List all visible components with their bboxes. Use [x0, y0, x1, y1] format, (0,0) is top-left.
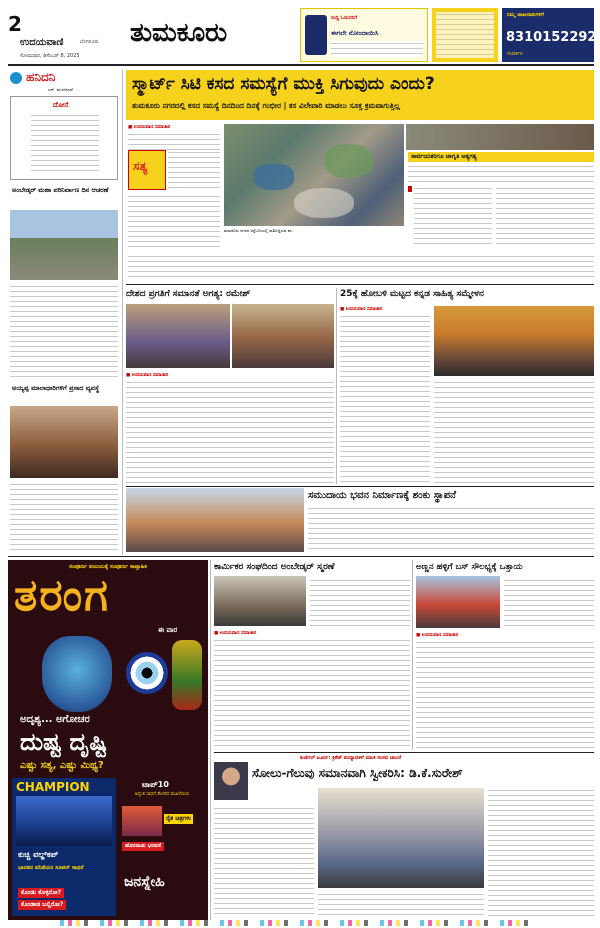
section-title: ತುಮಕೂರು [130, 18, 228, 48]
sahitya-body-2 [434, 380, 594, 484]
lead-body-col-1b [168, 150, 220, 190]
bus-headline: ಅಣ್ಣನ ಹಳ್ಳಿಗೆ ಬಸ್ ಸೌಲಭ್ಯಕ್ಕೆ ಒತ್ತಾಯ [416, 562, 523, 572]
desha-photo-2 [232, 304, 334, 368]
kunigal-kicker: ಕುಣಿಗಲ್ ಟೂರ್ನ: ಕ್ರಿಕೆಟ್ ಪಂದ್ಯಾವಳಿಗೆ ಮಾಜಿ ಸಂಸದ ಚಾಲನೆ [300, 755, 402, 761]
hanidani-byline: ಎನ್. ಮುರಳೀಧರ್ [48, 87, 74, 92]
ad-right-phone: 8310152292 [506, 30, 597, 45]
edition-label: ಬೆಂಗಳೂರು [80, 39, 99, 45]
lead-body-col-1 [128, 132, 220, 150]
evil-eye-icon [126, 652, 168, 694]
sahitya-body-1 [340, 314, 430, 484]
karmika-body [214, 638, 410, 750]
bus-photo [416, 576, 500, 628]
ad-center-line-1: ಸುದ್ದಿ ಓದುಗರಿಗೆ [331, 15, 358, 21]
top10-panel [120, 778, 204, 916]
desha-headline: ದೇಶದ ಪ್ರಗತಿಗೆ ಸಮಾನತೆ ಅಗತ್ಯ: ರಮೇಶ್ [126, 289, 251, 299]
champion-caption-2: ಭಾರತದ ವನಿತೆಯರ ಸೂಪರ್ ಸಾಧನೆ [18, 865, 84, 871]
hanidani-icon [10, 72, 22, 84]
ad-divider [210, 560, 211, 920]
ayyappa-photo [10, 406, 118, 478]
lead-subheadline: ತುಮಕೂರು ನಗರದಲ್ಲಿ ಕಸದ ಸಮಸ್ಯೆ ದಿನದಿಂದ ದಿನಕ್ಕೆ ಗಂಭೀರ | ಕಸ ವಿಲೇವಾರಿ ಮಾಡಲು ಸೂಕ್ತ ಕ್ರಮವಾಗುತ್ತಿಲ್ಲ [132, 101, 401, 110]
solu-caption [318, 892, 484, 918]
ayyappa-headline: ಅಯ್ಯಪ್ಪ ಮಾಲಾಧಾರಿಗಳಿಗೆ ಪ್ರಸಾದ ವ್ಯವಸ್ಥೆ [12, 384, 100, 392]
samudaya-body [308, 506, 594, 552]
taranga-ad [8, 560, 208, 920]
taranga-line-3: ಎಷ್ಟು ಸತ್ಯ, ಎಷ್ಟು ಮಿಥ್ಯ? [20, 760, 104, 771]
hanidani-brand: ಹನಿದನಿ [26, 70, 56, 84]
ayyappa-body [10, 482, 118, 552]
ad-center-text [331, 41, 423, 57]
ad-mid-text [436, 12, 494, 58]
ambedkar-body [10, 284, 118, 380]
taranga-weekday: ಈ ವಾರ [158, 626, 178, 634]
ambedkar-headline: ಅಂಬೇಡ್ಕರ್ ಮಹಾ ಪರಿನಿರ್ವಾಣ ದಿನ ಆಚರಣೆ [12, 186, 109, 194]
quote-text [31, 113, 99, 175]
karmika-photo [214, 576, 306, 626]
photo-bag-2 [324, 144, 374, 178]
champion-title: CHAMPION [16, 780, 90, 794]
lead-body-row [128, 254, 594, 280]
sahitya-photo [434, 306, 594, 376]
photo-bag-1 [254, 164, 294, 190]
taranga-line-1: ಅದೃಶ್ಯ... ಅಗೋಚರ [20, 714, 90, 725]
sahitya-headline: 25ಕ್ಕೆ ಹೋಬಳಿ ಮಟ್ಟದ ಕನ್ನಡ ಸಾಹಿತ್ಯ ಸಮ್ಮೇಳನ [340, 289, 484, 299]
row3-rule [8, 556, 594, 557]
masthead-ad-right [502, 8, 597, 62]
taranga-line-2: ದುಷ್ಟ ದೃಷ್ಟಿ [20, 728, 108, 756]
konu-line-1: ಕೊಂಡು ಕೊಳ್ಳಿರೋ? [18, 888, 64, 898]
ambedkar-photo [10, 210, 118, 280]
ad-phone-icon [305, 15, 327, 55]
desha-photo-1 [126, 304, 230, 368]
photo-bag-3 [294, 188, 354, 218]
bus-side-body [504, 578, 594, 628]
solu-photo-icon [214, 762, 248, 800]
champion-caption-1: ಕುಚ್ಚಿ ವಲ್ಡ್‌ಕಪ್ [18, 850, 59, 859]
sahitya-byline: ■ ಉದಯವಾಣಿ ಸಮಾಚಾರ [340, 307, 383, 312]
solu-body-2 [488, 788, 594, 918]
print-registration-marks [60, 920, 540, 926]
samudaya-photo [126, 488, 304, 552]
ad-right-line-1: ನಿಮ್ಮ ಜಾಹೀರಾತುಗಳಿಗೆ [507, 12, 544, 18]
satya-badge-text: ಸತ್ಯ [133, 159, 148, 173]
left-column [8, 70, 120, 555]
masthead-ad-center [300, 8, 428, 62]
konu-line-2: ಕೊಂಡಾಡ ಬಲ್ಲಿರೋ? [18, 900, 66, 910]
quote-box [10, 96, 118, 180]
pullquote-text [414, 186, 492, 248]
satya-badge [128, 150, 166, 190]
row4-divider [412, 560, 413, 750]
lead-headline: ಸ್ಮಾರ್ಟ್ ಸಿಟಿ ಕಸದ ಸಮಸ್ಯೆಗೆ ಮುಕ್ತಿ ಸಿಗುವುದು ಎಂದು? [132, 74, 435, 94]
top10-title: ಟಾಪ್10 [142, 780, 169, 789]
bullet-text [496, 186, 594, 248]
quote-title: ದೋಸೆ [53, 101, 69, 109]
lead-rule [126, 284, 594, 285]
lead-photo-caption: ತುಮಕೂರು ನಗರದ ರಸ್ತೆಬದಿಯಲ್ಲಿ ರಾಶಿಬಿದ್ದಿರುವ ಕಸ. [224, 228, 293, 233]
lead-pullquote [408, 186, 492, 250]
horanadu-line: ಹೊರನಾಡು ಭರವಸೆ [122, 842, 164, 851]
karmika-byline: ■ ಉದಯವಾಣಿ ಸಮಾಚಾರ [214, 631, 257, 636]
side-box-body [408, 164, 594, 184]
left-column-divider [122, 70, 123, 555]
janasnehi-label: ಜನಸ್ನೇಹಿ [124, 874, 165, 890]
bus-byline: ■ ಉದಯವಾಣಿ ಸಮಾಚಾರ [416, 633, 459, 638]
top10-line: ಅದ್ಭುತ ಸಾಧನೆ ತೋರಿದ ಮಹಿಳೆಯರು [134, 792, 190, 797]
desha-body [126, 380, 334, 484]
taranga-tagline: ಸಂಪೂರ್ಣ ಕುಟುಂಬಕ್ಕೆ ಸಂಪೂರ್ಣ ಸಾಪ್ತಾಹಿಕ [69, 564, 147, 570]
lead-headline-bar [126, 70, 594, 120]
lead-garbage-photo [224, 124, 404, 226]
top10-photo [122, 806, 162, 836]
bus-body [416, 640, 594, 750]
date-line: ಸೋಮವಾರ, ಡಿಸೆಂಬರ್ 8, 2025 [20, 53, 80, 59]
lead-bullets [496, 186, 594, 250]
samudaya-headline: ಸಮುದಾಯ ಭವನ ನಿರ್ಮಾಣಕ್ಕೆ ಶಂಕು ಸ್ಥಾಪನೆ [308, 490, 456, 501]
karmika-side-body [310, 578, 410, 626]
raitha-line: ರೈತ ಚಿತ್ರಗಳು [166, 815, 192, 822]
page-number: 2 [8, 12, 22, 36]
solu-photo [318, 788, 484, 888]
demon-mask-icon [42, 636, 112, 712]
row2-divider [336, 288, 337, 484]
pullquote-mark [408, 186, 412, 192]
masthead-rule [8, 64, 594, 66]
lead-body-col-1c [128, 194, 220, 250]
ad-right-line-2: ಸಂಪರ್ಕಿಸಿ [507, 51, 523, 57]
lead-byline: ■ ಉದಯವಾಣಿ ಸಮಾಚಾರ [128, 125, 171, 130]
masthead-ad-mid [432, 8, 498, 62]
champion-panel [12, 778, 116, 916]
row2-rule [126, 486, 594, 487]
desha-byline: ■ ಉದಯವಾಣಿ ಸಮಾಚಾರ [126, 373, 169, 378]
paper-name: ಉದಯವಾಣಿ [20, 37, 64, 48]
row4-rule [214, 752, 594, 753]
masthead [0, 0, 600, 66]
champion-team-photo [16, 796, 112, 846]
solu-headline: ಸೋಲು-ಗೆಲುವು ಸಮಾನವಾಗಿ ಸ್ವೀಕರಿಸಿ: ಡಿ.ಕೆ.ಸುರೇಶ್ [252, 766, 463, 780]
karmika-headline: ಕಾರ್ಮಿಕರ ಸಂಘದಿಂದ ಅಂಬೇಡ್ಕರ್ ಸ್ಮರಣೆ [214, 562, 335, 572]
lemon-chili-icon [172, 640, 202, 710]
ad-center-line-2: ಈಗಲೇ ನೋಂದಾಯಿಸಿ [331, 29, 379, 37]
taranga-title: ತರಂಗ [14, 570, 110, 621]
solu-body-1 [214, 806, 314, 918]
lead-garbage-photo-2 [406, 124, 594, 150]
side-box-title: ಸಾರ್ವಜನಿಕರಿಗೂ ಜಾಗೃತಿ ಅತ್ಯಗತ್ಯ [408, 152, 594, 162]
